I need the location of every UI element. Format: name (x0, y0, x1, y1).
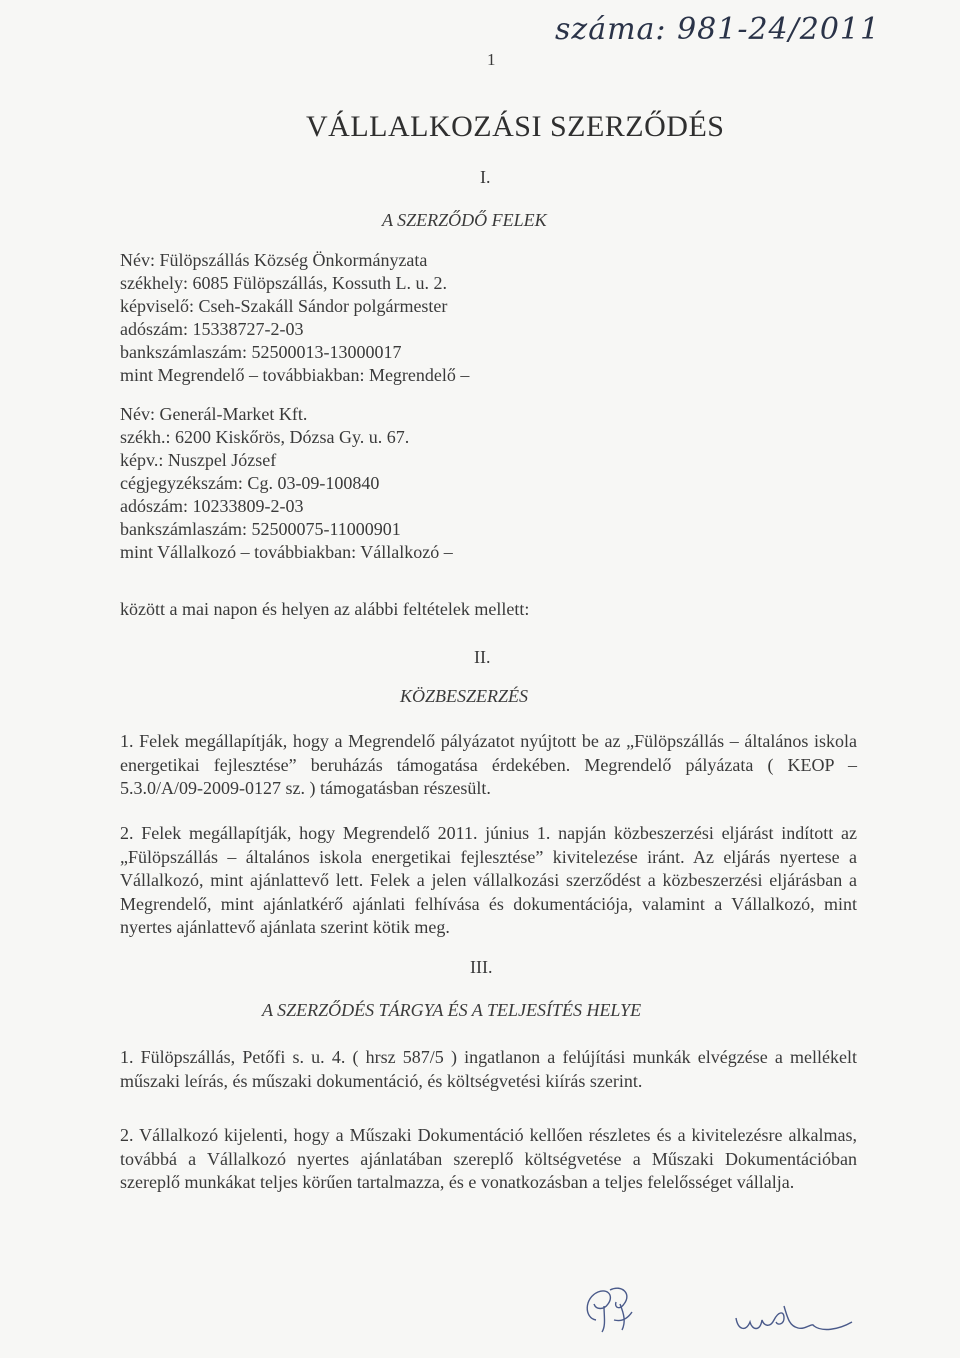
party-1-bank-account: bankszámlaszám: 52500013-13000017 (120, 342, 402, 362)
party-2-seat: székh.: 6200 Kiskőrös, Dózsa Gy. u. 67. (120, 427, 410, 447)
parties-closing-line: között a mai napon és helyen az alábbi feltételek mellett: (120, 599, 530, 619)
section-3-paragraph-2: 2. Vállalkozó kijelenti, hogy a Műszaki Dokumentáció kellően részletes és a kivitelezésre alkalmas, továbbá a Vállalkozó nyertes ajánlatában szereplő költségvetése a Műszaki Dokumentációban szereplő munkákat teljes körűen tartalmazza, és e vonatkozásban a teljes felelősséget vállalja. (120, 1125, 857, 1192)
party-2-block (120, 403, 453, 564)
section-1-heading: A SZERZŐDŐ FELEK (382, 210, 547, 230)
party-1-tax-number: adószám: 15338727-2-03 (120, 319, 304, 339)
party-1-seat: székhely: 6085 Fülöpszállás, Kossuth L. u. 2. (120, 273, 447, 293)
section-2-number: II. (474, 647, 491, 667)
party-1-block (120, 249, 469, 387)
section-2-heading: KÖZBESZERZÉS (400, 686, 529, 706)
section-3-number: III. (470, 957, 493, 977)
party-1-role: mint Megrendelő – továbbiakban: Megrendelő – (120, 365, 470, 385)
party-2-name: Név: Generál-Market Kft. (120, 404, 308, 424)
party-2-representative: képv.: Nuszpel József (120, 450, 277, 470)
party-2-tax-number: adószám: 10233809-2-03 (120, 496, 304, 516)
document-title: VÁLLALKOZÁSI SZERZŐDÉS (306, 110, 725, 143)
page-number: 1 (487, 50, 496, 69)
section-2-paragraph-2: 2. Felek megállapítják, hogy Megrendelő 2011. június 1. napján közbeszerzési eljárást indított az „Fülöpszállás – általános iskola energetikai fejlesztése” kivitelezése iránt. Az eljárás nyertese a Vállalkozó, mint ajánlattevő lett. Felek a jelen vállalkozási szerződést a közbeszerzési eljárásban a Megrendelő, mint ajánlatkérő ajánlati felhívása és dokumentációja, valamint a Vállalkozó, mint nyertes ajánlattevő ajánlata szerint kötik meg. (120, 823, 857, 937)
section-1-number: I. (480, 167, 491, 187)
party-2-bank-account: bankszámlaszám: 52500075-11000901 (120, 519, 401, 539)
party-2-role: mint Vállalkozó – továbbiakban: Vállalkozó – (120, 542, 453, 562)
section-3-heading: A SZERZŐDÉS TÁRGYA ÉS A TELJESÍTÉS HELYE (262, 1000, 642, 1020)
party-1-name: Név: Fülöpszállás Község Önkormányzata (120, 250, 428, 270)
party-2-company-registration: cégjegyzékszám: Cg. 03-09-100840 (120, 473, 380, 493)
initials-signature-2 (728, 1296, 868, 1346)
handwritten-reference: száma: 981-24/2011 (555, 12, 881, 47)
section-2-paragraph-1: 1. Felek megállapítják, hogy a Megrendelő pályázatot nyújtott be az „Fülöpszállás – általános iskola energetikai fejlesztése” beruházás támogatása érdekében. Megrendelő pályázata ( KEOP – 5.3.0/A/09-2009-0127 sz. ) támogatásban részesült. (120, 731, 857, 798)
party-1-representative: képviselő: Cseh-Szakáll Sándor polgármester (120, 296, 448, 316)
section-3-paragraph-1: 1. Fülöpszállás, Petőfi s. u. 4. ( hrsz 587/5 ) ingatlanon a felújítási munkák elvégzése a mellékelt műszaki leírás, és műszaki dokumentáció, és költségvetési kiírás szerint. (120, 1047, 857, 1091)
initials-signature-1 (574, 1280, 654, 1340)
